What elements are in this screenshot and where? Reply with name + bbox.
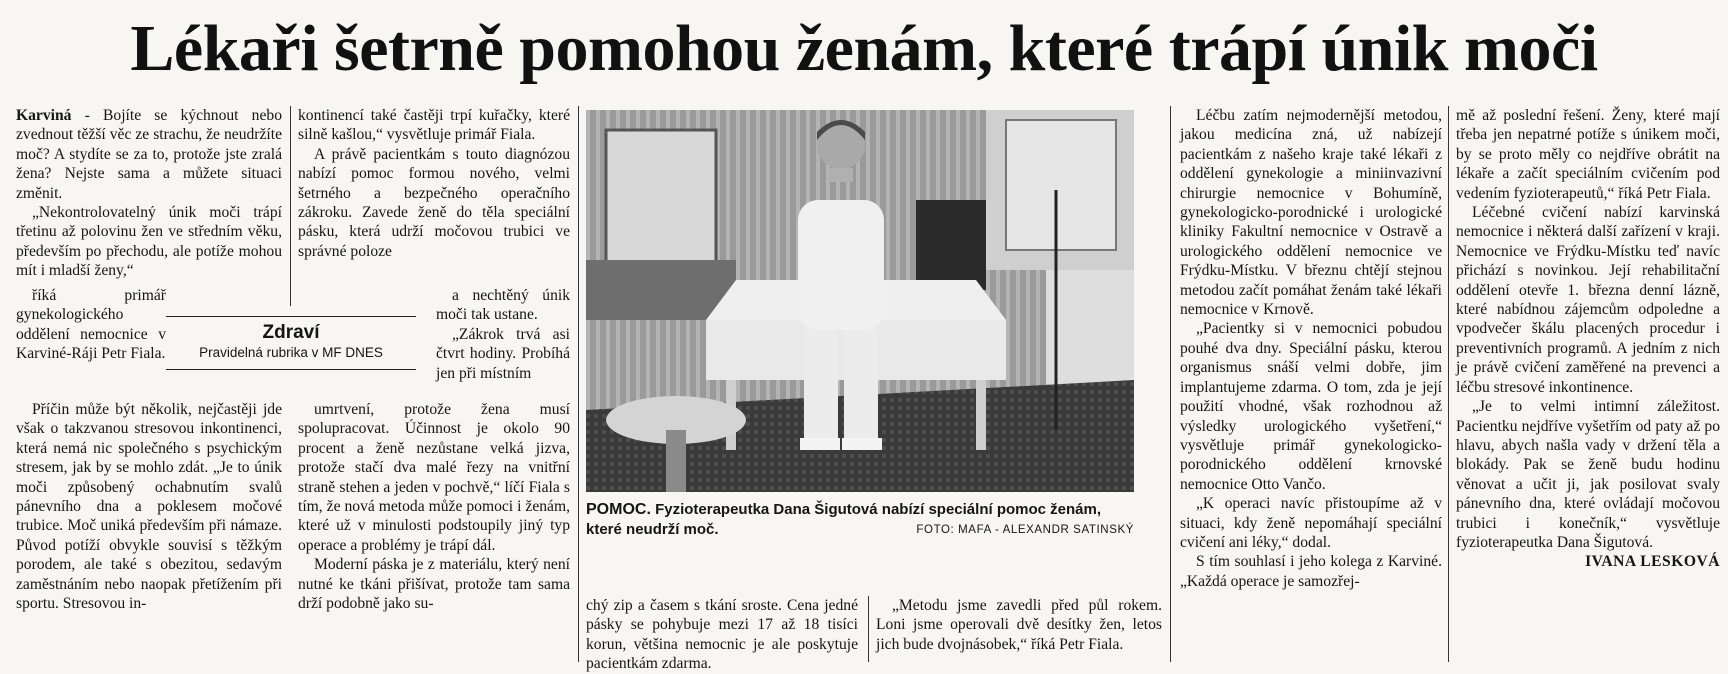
- article-paragraph: Příčin může být několik, nejčastěji jde však o takzvanou stresovou inkontinenci, která nemá nic společného s psychickým stresem, jak by se mohlo zdát. „Je to únik moči způsobený ochabnutím svalů pánevního dna a poklesem močové trubice. Moč uniká především při námaze. Původ potíží obvykle souvisí s těžkým porodem, ale také s obezitou, sedavým zaměstnáním nebo naopak přetížením při sportu. Stresovou in-: [16, 401, 282, 613]
- headline: Lékaři šetrně pomohou ženám, které trápí únik moči: [130, 12, 1598, 85]
- rubric-title: Zdraví: [262, 322, 320, 343]
- article-column-1: [16, 106, 282, 281]
- article-paragraph: A právě pacientkám s touto diagnózou nabízí pomoc formou nového, velmi šetrného a bezpečného operačního zákroku. Zavede ženě do těla speciální pásku, která udrží močovou trubici ve správné poloze: [298, 145, 570, 260]
- article-paragraph: Léčbu zatím nejmodernější metodou, jakou medicína zná, už nabízejí pacientkám z našeho kraje také lékaři z oddělení gynekologie a miniinvazivní chirurgie nemocnice v Bohumíně, gynekologicko-porodnické i urologické kliniky Fakultní nemocnice v Ostravě a urologického oddělení nemocnice ve Frýdku-Místku. V březnu chtějí stejnou metodou začít pomáhat ženám také lékaři nemocnice v Krnově.: [1180, 107, 1442, 319]
- article-photo: [586, 110, 1134, 492]
- article-paragraph: říká primář gynekologického oddělení nemocnice v Karviné-Ráji Petr Fiala.: [16, 287, 166, 363]
- article-paragraph: umrtvení, protože žena musí spolupracovat. Účinnost je okolo 90 procent a ženě nezůstane velká jizva, protože stačí dva malé řezy na vnitřní straně stehen a jeden v pochvě,“ líčí Fiala s tím, že nová metoda může pomoci i ženám, které už v minulosti podstoupily jiný typ operace a problémy je trápí dál.: [298, 401, 570, 554]
- article-paragraph: Léčebné cvičení nabízí karvinská nemocnice i některá další zařízení v kraji. Nemocnice ve Frýdku-Místku teď navíc přichází s novinkou. Její rehabilitační oddělení otevře 1. března denní lázně, které nabídnou zájemcům odpoledne a vpodvečer škálu placených procedur i preventivních programů. A jedním z nich je právě cvičení zaměřené na prevenci a léčbu stresové inkontinence.: [1456, 204, 1720, 396]
- article-paragraph: „Metodu jsme zavedli před půl rokem. Loni jsme operovali dvě desítky žen, letos jich bude dvojnásobek,“ říká Petr Fiala.: [876, 597, 1162, 653]
- article-column-3: [586, 596, 858, 674]
- article-column-4: [876, 596, 1162, 654]
- column-divider: [1448, 106, 1449, 662]
- article-column-1-bottom: [16, 400, 282, 613]
- article-column-2-bottom: [298, 400, 570, 613]
- caption-lead: POMOC.: [586, 501, 651, 518]
- photo-credit: FOTO: MAFA - ALEXANDR SATINSKÝ: [916, 524, 1134, 536]
- article-column-6: [1456, 106, 1720, 572]
- column-divider: [868, 596, 869, 662]
- article-paragraph: „Zákrok trvá asi čtvrt hodiny. Probíhá jen při místním: [436, 325, 570, 382]
- column-divider: [578, 106, 579, 662]
- article-paragraph: „Pacientky si v nemocnici pobudou pouhé dva dny. Speciální pásku, kterou organismus snáší velmi dobře, jim implantujeme zdarma. O tom, zda je její použití vhodné, však rozhodnou až výsledky urologického vyšetření,“ vysvětluje primář gynekologicko-porodnického oddělení krnovské nemocnice Otto Vančo.: [1180, 320, 1442, 493]
- article-column-2: [298, 106, 570, 261]
- dateline: Karviná: [16, 107, 72, 124]
- article-paragraph: a nechtěný únik moči tak ustane.: [436, 287, 570, 324]
- rubric-subtitle: Pravidelná rubrika v MF DNES: [199, 345, 383, 360]
- article-paragraph: S tím souhlasí i jeho kolega z Karviné. „Každá operace je samozřej-: [1180, 553, 1442, 590]
- article-paragraph: chý zip a časem s tkání sroste. Cena jedné pásky se pohybuje mezi 17 až 18 tisíci korun, většina nemocnic je ale poskytuje pacientkám zdarma.: [586, 597, 858, 673]
- caption-text: Fyzioterapeutka Dana Šigutová nabízí speciální pomoc ženám, které neudrží moč.: [586, 501, 1102, 538]
- article-paragraph: „Nekontrolovatelný únik moči trápí třetinu až polovinu žen ve středním věku, především po přechodu, ale potíže mohou mít i mladší ženy,“: [16, 204, 282, 280]
- article-paragraph: „Je to velmi intimní záležitost. Pacientku nejdříve vyšetřím od paty až po hlavu, abych našla vady v držení těla a blokády. Pak se ženě budu hodinu věnovat a učit ji, jak posilovat svaly pánevního dna, které ovládají močovou trubici i konečník,“ vysvětluje fyzioterapeutka Dana Šigutová.: [1456, 398, 1720, 551]
- article-column-5: [1180, 106, 1442, 591]
- article-column-1-narrow: [16, 286, 166, 364]
- article-paragraph: Moderní páska je z materiálu, který není nutné ke tkáni přišívat, protože tam sama drží podobně jako su-: [298, 556, 570, 613]
- article-paragraph: mě až poslední řešení. Ženy, které mají třeba jen nepatrné potíže s únikem moči, by se proto měly co nejdříve obrátit na lékaře a začít speciálním cvičením pod vedením fyzioterapeutů,“ říká Petr Fiala.: [1456, 107, 1720, 202]
- article-paragraph: kontinencí také častěji trpí kuřačky, které silně kašlou,“ vysvětluje primář Fiala.: [298, 107, 570, 144]
- rubric-box: [166, 316, 416, 370]
- article-paragraph: „K operaci navíc přistoupíme až v situaci, kdy ženě nepomáhají speciální cvičení ani léky,“ dodal.: [1180, 495, 1442, 551]
- column-divider: [290, 106, 291, 306]
- column-divider: [1170, 106, 1171, 662]
- article-paragraph: Karviná - Bojíte se kýchnout nebo zvednout těžší věc ze strachu, že neudržíte moč? A stydíte se za to, protože jste zralá žena? Nejste sama a můžete situaci změnit.: [16, 107, 282, 202]
- article-column-2-narrow: [436, 286, 570, 383]
- author-signature: IVANA LESKOVÁ: [1585, 553, 1720, 571]
